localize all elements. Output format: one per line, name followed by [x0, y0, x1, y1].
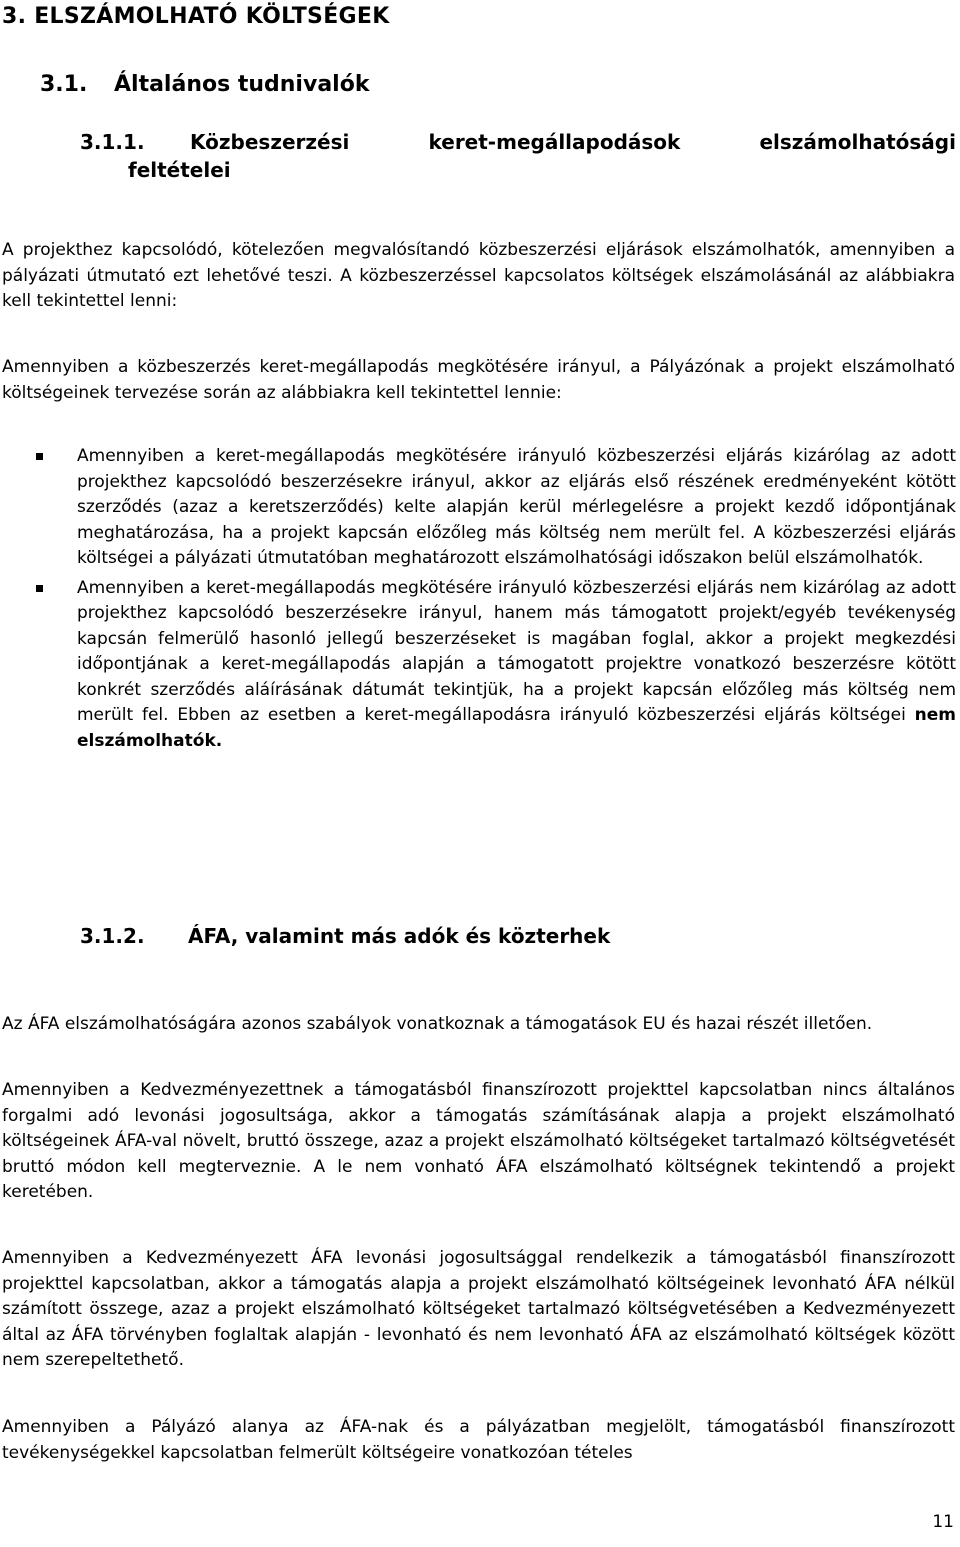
list-item-text: Amennyiben a keret-megállapodás megkötésére irányuló közbeszerzési eljárás nem kizárólag az adott projekthez kapcsolódó beszerzésekre irányul, hanem más támogatott projekt/egyéb tevékenység kapcsán felmerülő hasonló jellegű beszerzéseket is magában foglal, akkor a projekt megkezdési időpontjának a keret-megállapodás alapján a támogatott projektre vonatkozó beszerzésre kötött konkrét szerződés aláírásának dátumát tekintjük, ha a projekt kapcsán előzőleg más költség nem merült fel. Ebben az esetben a keret-megállapodásra irányuló közbeszerzési eljárás költségei — [77, 577, 956, 725]
paragraph: Amennyiben a Pályázó alanya az ÁFA-nak és a pályázatban megjelölt, támogatásból finanszírozott tevékenységekkel kapcsolatban felmerült költségeire vonatkozóan tételes — [2, 1417, 955, 1463]
subsection-title-line-2: feltételei — [128, 158, 231, 182]
page-number: 11 — [932, 1512, 954, 1532]
subsection-number: 3.1.1. — [80, 130, 145, 154]
section-number: 3.1. — [40, 72, 88, 97]
paragraph: Amennyiben a Kedvezményezett ÁFA levonási jogosultsággal rendelkezik a támogatásból finanszírozott projekttel kapcsolatban, akkor a támogatás alapja a projekt elszámolható költségeinek levonható ÁFA nélkül számított összege, azaz a projekt elszámolható költségeket tartalmazó költségvetésében a Kedvezményezett által az ÁFA törvényben foglaltak alapján - levonható és nem levonható ÁFA az elszámolható költségek között nem szerepeltethető. — [2, 1248, 955, 1370]
subsection-title-word: keret-megállapodások — [428, 130, 681, 154]
paragraph: A projekthez kapcsolódó, kötelezően megvalósítandó közbeszerzési eljárások elszámolhatók, amennyiben a pályázati útmutató ezt lehetővé teszi. A közbeszerzéssel kapcsolatos költségek elszámolásánál az alábbiakra kell tekintettel lenni: — [2, 240, 955, 311]
subsection-heading-public-procurement — [80, 128, 956, 184]
bullet-list — [36, 444, 956, 758]
paragraph: Az ÁFA elszámolhatóságára azonos szabályok vonatkoznak a támogatások EU és hazai részét illetően. — [2, 1014, 873, 1034]
subsection-title-word: elszámolhatósági — [759, 130, 956, 154]
square-bullet-icon — [36, 585, 43, 592]
paragraph: Amennyiben a közbeszerzés keret-megállapodás megkötésére irányul, a Pályázónak a projekt elszámolható költségeinek tervezése során az alábbiakra kell tekintettel lennie: — [2, 357, 955, 403]
section-title: Általános tudnivalók — [114, 72, 370, 97]
list-item — [36, 444, 956, 572]
subsection-number: 3.1.2. — [80, 924, 145, 948]
subsection-title: ÁFA, valamint más adók és közterhek — [188, 924, 611, 948]
section-heading — [40, 72, 369, 97]
square-bullet-icon — [36, 453, 43, 460]
chapter-heading: 3. ELSZÁMOLHATÓ KÖLTSÉGEK — [2, 4, 390, 29]
paragraph: Amennyiben a Kedvezményezettnek a támogatásból finanszírozott projekttel kapcsolatban nincs általános forgalmi adó levonási jogosultsága, akkor a támogatás számításának alapja a projekt elszámolható költségeinek ÁFA-val növelt, bruttó összege, azaz a projekt elszámolható költségeket tartalmazó költségvetését bruttó módon kell megterveznie. A le nem vonható ÁFA elszámolható költségnek tekintendő a projekt keretében. — [2, 1080, 955, 1202]
list-item-text: Amennyiben a keret-megállapodás megkötésére irányuló közbeszerzési eljárás kizárólag az adott projekthez kapcsolódó beszerzésekre irányul, akkor az eljárás első részének eredményeként kötött szerződés (azaz a keretszerződés) kelte alapján kerül mérlegelésre a projekt kezdő időpontjának meghatározása, ha a projekt kapcsán előzőleg más költség nem merült fel. A közbeszerzési eljárás költségei a pályázati útmutatóban meghatározott elszámolhatósági időszakon belül elszámolhatók. — [77, 446, 956, 568]
subsection-title-word: Közbeszerzési — [190, 130, 350, 154]
list-item-bold-text: nem elszámolhatók. — [77, 705, 956, 751]
list-item — [36, 576, 956, 755]
subsection-heading-vat — [80, 924, 610, 948]
